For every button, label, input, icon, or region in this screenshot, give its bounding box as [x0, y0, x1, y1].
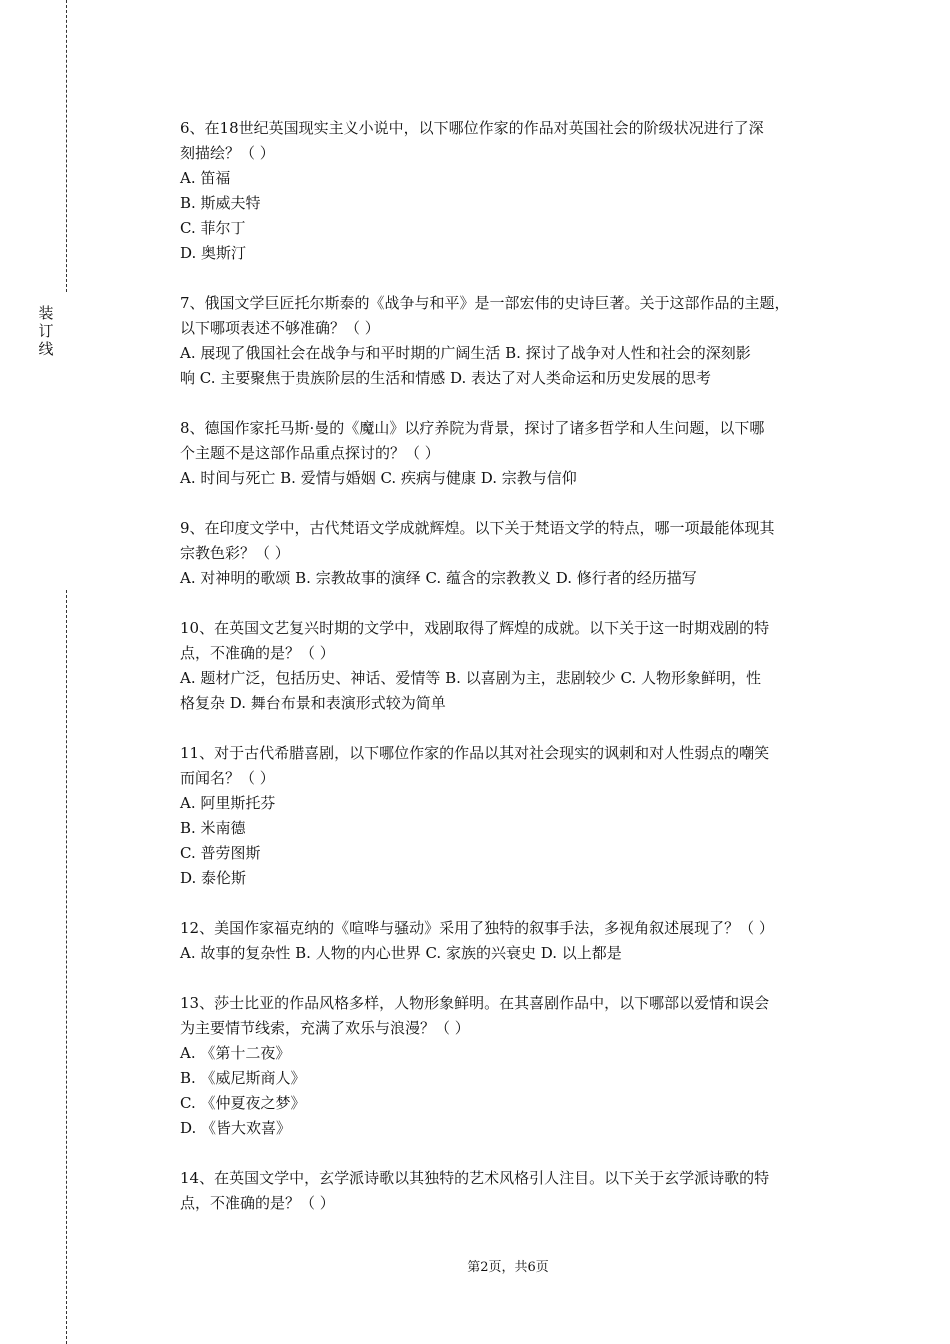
question-text-line: 6、在18世纪英国现实主义小说中，以下哪位作家的作品对英国社会的阶级状况进行了深 [180, 119, 764, 137]
page-footer: 第2页，共6页 [467, 1260, 549, 1275]
question-text-line: A. 故事的复杂性 B. 人物的内心世界 C. 家族的兴衰史 D. 以上都是 [180, 944, 622, 962]
question-text-line: 个主题不是这部作品重点探讨的？（ ） [180, 444, 440, 462]
question-list [180, 116, 840, 1241]
question-text-line: A. 阿里斯托芬 [180, 794, 276, 812]
question-text-line: C. 菲尔丁 [180, 219, 246, 237]
question-6 [180, 116, 840, 266]
question-14 [180, 1166, 840, 1216]
question-text-line: B. 米南德 [180, 819, 246, 837]
question-text-line: B. 《威尼斯商人》 [180, 1069, 306, 1087]
question-text-line: 9、在印度文学中，古代梵语文学成就辉煌。以下关于梵语文学的特点，哪一项最能体现其 [180, 519, 775, 537]
question-text-line: 13、莎士比亚的作品风格多样，人物形象鲜明。在其喜剧作品中，以下哪部以爱情和误会 [180, 994, 770, 1012]
question-text-line: D. 泰伦斯 [180, 869, 247, 887]
question-text-line: 8、德国作家托马斯·曼的《魔山》以疗养院为背景，探讨了诸多哲学和人生问题，以下哪 [180, 419, 765, 437]
question-text-line: 12、美国作家福克纳的《喧哗与骚动》采用了独特的叙事手法，多视角叙述展现了？（ ） [180, 919, 774, 937]
question-text-line: 刻描绘？（ ） [180, 144, 275, 162]
question-8 [180, 416, 840, 491]
question-text-line: 响 C. 主要聚焦于贵族阶层的生活和情感 D. 表达了对人类命运和历史发展的思考 [180, 369, 712, 387]
question-text-line: A. 笛福 [180, 169, 231, 187]
question-text-line: A. 展现了俄国社会在战争与和平时期的广阔生活 B. 探讨了战争对人性和社会的深刻影 [180, 344, 751, 362]
question-text-line: 以下哪项表述不够准确？（ ） [180, 319, 380, 337]
binding-label: 装订线 [38, 304, 54, 358]
question-text-line: 点，不准确的是？（ ） [180, 1194, 335, 1212]
question-text-line: 10、在英国文艺复兴时期的文学中，戏剧取得了辉煌的成就。以下关于这一时期戏剧的特 [180, 619, 770, 637]
question-7 [180, 291, 840, 391]
question-text-line: 宗教色彩？（ ） [180, 544, 290, 562]
question-9 [180, 516, 840, 591]
question-text-line: 11、对于古代希腊喜剧，以下哪位作家的作品以其对社会现实的讽刺和对人性弱点的嘲笑 [180, 744, 770, 762]
binding-dashed-line-bottom [66, 590, 67, 1344]
question-10 [180, 616, 840, 716]
question-text-line: 点，不准确的是？（ ） [180, 644, 335, 662]
question-text-line: 14、在英国文学中，玄学派诗歌以其独特的艺术风格引人注目。以下关于玄学派诗歌的特 [180, 1169, 770, 1187]
question-13 [180, 991, 840, 1141]
question-text-line: 而闻名？（ ） [180, 769, 275, 787]
question-text-line: C. 普劳图斯 [180, 844, 261, 862]
question-text-line: A. 对神明的歌颂 B. 宗教故事的演绎 C. 蕴含的宗教教义 D. 修行者的经历描写 [180, 569, 697, 587]
question-text-line: 7、俄国文学巨匠托尔斯泰的《战争与和平》是一部宏伟的史诗巨著。关于这部作品的主题， [180, 294, 790, 312]
question-11 [180, 741, 840, 891]
question-12 [180, 916, 840, 966]
question-text-line: A. 《第十二夜》 [180, 1044, 291, 1062]
question-text-line: D. 《皆大欢喜》 [180, 1119, 292, 1137]
question-text-line: A. 时间与死亡 B. 爱情与婚姻 C. 疾病与健康 D. 宗教与信仰 [180, 469, 577, 487]
question-text-line: C. 《仲夏夜之梦》 [180, 1094, 306, 1112]
binding-dashed-line-top [66, 0, 67, 292]
question-text-line: D. 奥斯汀 [180, 244, 247, 262]
question-text-line: 格复杂 D. 舞台布景和表演形式较为简单 [180, 694, 446, 712]
question-text-line: 为主要情节线索，充满了欢乐与浪漫？（ ） [180, 1019, 470, 1037]
question-text-line: B. 斯威夫特 [180, 194, 261, 212]
question-text-line: A. 题材广泛，包括历史、神话、爱情等 B. 以喜剧为主，悲剧较少 C. 人物形象鲜明，性 [180, 669, 761, 687]
